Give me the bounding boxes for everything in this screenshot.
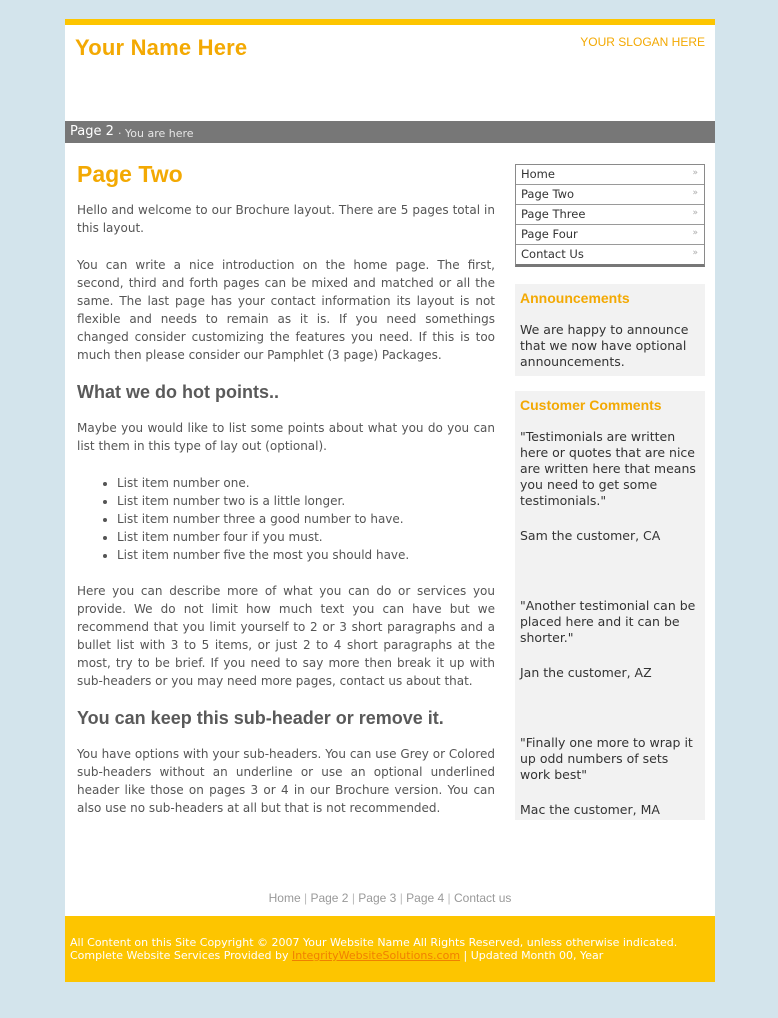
list-item: • List item number four if you must. xyxy=(117,528,495,546)
customer-comments-title: Customer Comments xyxy=(520,397,662,413)
list-item: • List item number five the most you should have. xyxy=(117,546,495,564)
chevron-right-icon: » xyxy=(692,228,698,238)
footer-link-page-2[interactable]: Page 2 xyxy=(310,891,349,905)
credits-line xyxy=(70,949,710,962)
credits-prefix: Complete Website Services Provided by xyxy=(70,949,289,962)
chevron-right-icon: » xyxy=(692,188,698,198)
footer-link-home[interactable]: Home xyxy=(268,891,301,905)
footer-link-contact-us[interactable]: Contact us xyxy=(454,891,512,905)
announcements-title: Announcements xyxy=(520,290,630,306)
main-content xyxy=(77,157,495,817)
subheader-keep-or-remove: You can keep this sub-header or remove it. xyxy=(77,708,444,728)
footer-links xyxy=(65,891,715,905)
testimonial-quote: "Testimonials are written here or quotes that are nice are written here that means you need to get some testimonials." xyxy=(520,429,696,508)
sidebar-item-label: Contact Us xyxy=(521,247,584,261)
services-paragraph: Here you can describe more of what you can do or services you provide. We do not limit how much text you can have but we recommend that you limit yourself to 2 or 3 short paragraphs and a bullet list with 3 to 5 items, or just 2 to 4 short paragraphs at the most, try to be brief. If you need to say more then break it up with sub-headers or you may need more pages, contact us about that. xyxy=(77,584,495,688)
testimonial-author: Jan the customer, AZ xyxy=(520,665,652,680)
testimonial-author: Sam the customer, CA xyxy=(520,528,661,543)
testimonial-quote: "Finally one more to wrap it up odd numbers of sets work best" xyxy=(520,735,693,782)
sidebar-nav xyxy=(515,164,705,267)
site-slogan: YOUR SLOGAN HERE xyxy=(580,35,705,49)
footer-link-separator: | xyxy=(399,891,403,905)
footer-link-page-3[interactable]: Page 3 xyxy=(358,891,397,905)
sidebar-item-contact-us[interactable] xyxy=(516,245,704,264)
chevron-right-icon: » xyxy=(692,168,698,178)
sidebar xyxy=(515,164,705,820)
intro-detail-paragraph: You can write a nice introduction on the home page. The first, second, third and forth pages can be mixed and matched or all the same. The last page has your contact information its layout is not flexible and needs to remain as it is. If you need somethings changed consider customizing the features you need. If this is too much then please consider our Pamphlet (3 page) Packages. xyxy=(77,258,495,362)
intro-paragraph: Hello and welcome to our Brochure layout. There are 5 pages total in this layout. xyxy=(77,203,495,235)
hot-points-list xyxy=(77,474,495,564)
sidebar-item-page-four[interactable] xyxy=(516,225,704,245)
page-title: Page Two xyxy=(77,161,183,187)
site-title[interactable]: Your Name Here xyxy=(75,35,248,60)
provider-link[interactable]: IntegrityWebsiteSolutions.com xyxy=(291,949,461,962)
footer xyxy=(65,916,715,982)
chevron-right-icon: » xyxy=(692,208,698,218)
footer-text xyxy=(70,936,710,962)
testimonial-quote: "Another testimonial can be placed here and it can be shorter." xyxy=(520,598,696,645)
footer-link-separator: | xyxy=(447,891,451,905)
sidebar-item-page-three[interactable] xyxy=(516,205,704,225)
chevron-right-icon: » xyxy=(692,248,698,258)
footer-link-page-4[interactable]: Page 4 xyxy=(406,891,445,905)
sidebar-item-label: Home xyxy=(521,167,555,181)
page-container xyxy=(65,19,715,982)
customer-comments-box xyxy=(515,391,705,820)
sidebar-item-label: Page Two xyxy=(521,187,575,201)
list-item: • List item number three a good number to have. xyxy=(117,510,495,528)
sidebar-item-label: Page Four xyxy=(521,227,578,241)
breadcrumb-you-are-here: · You are here xyxy=(118,127,194,140)
breadcrumb-page: Page 2 xyxy=(70,124,114,139)
list-item: • List item number two is a little longer. xyxy=(117,492,495,510)
subheader-options-paragraph: You have options with your sub-headers. You can use Grey or Colored sub-headers without an underline or use an optional underlined header like those on pages 3 or 4 in our Brochure version. You can also use no sub-headers at all but that is not recommended. xyxy=(77,747,495,815)
testimonial-author: Mac the customer, MA xyxy=(520,802,660,817)
hot-points-paragraph: Maybe you would like to list some points about what you do you can list them in this type of lay out (optional). xyxy=(77,421,495,453)
footer-link-separator: | xyxy=(351,891,355,905)
sidebar-item-home[interactable] xyxy=(516,165,704,185)
sidebar-item-page-two[interactable] xyxy=(516,185,704,205)
footer-link-separator: | xyxy=(303,891,308,905)
updated-text: | Updated Month 00, Year xyxy=(463,949,604,962)
sidebar-item-label: Page Three xyxy=(521,207,586,221)
subheader-hot-points: What we do hot points.. xyxy=(77,382,279,402)
announcements-box xyxy=(515,284,705,376)
top-accent-bar xyxy=(65,19,715,25)
announcements-text: We are happy to announce that we now have optional announcements. xyxy=(520,322,689,369)
breadcrumb xyxy=(65,121,715,143)
copyright-text: All Content on this Site Copyright © 2007 Your Website Name All Rights Reserved, unless otherwise indicated. xyxy=(70,936,678,949)
list-item: • List item number one. xyxy=(117,474,495,492)
